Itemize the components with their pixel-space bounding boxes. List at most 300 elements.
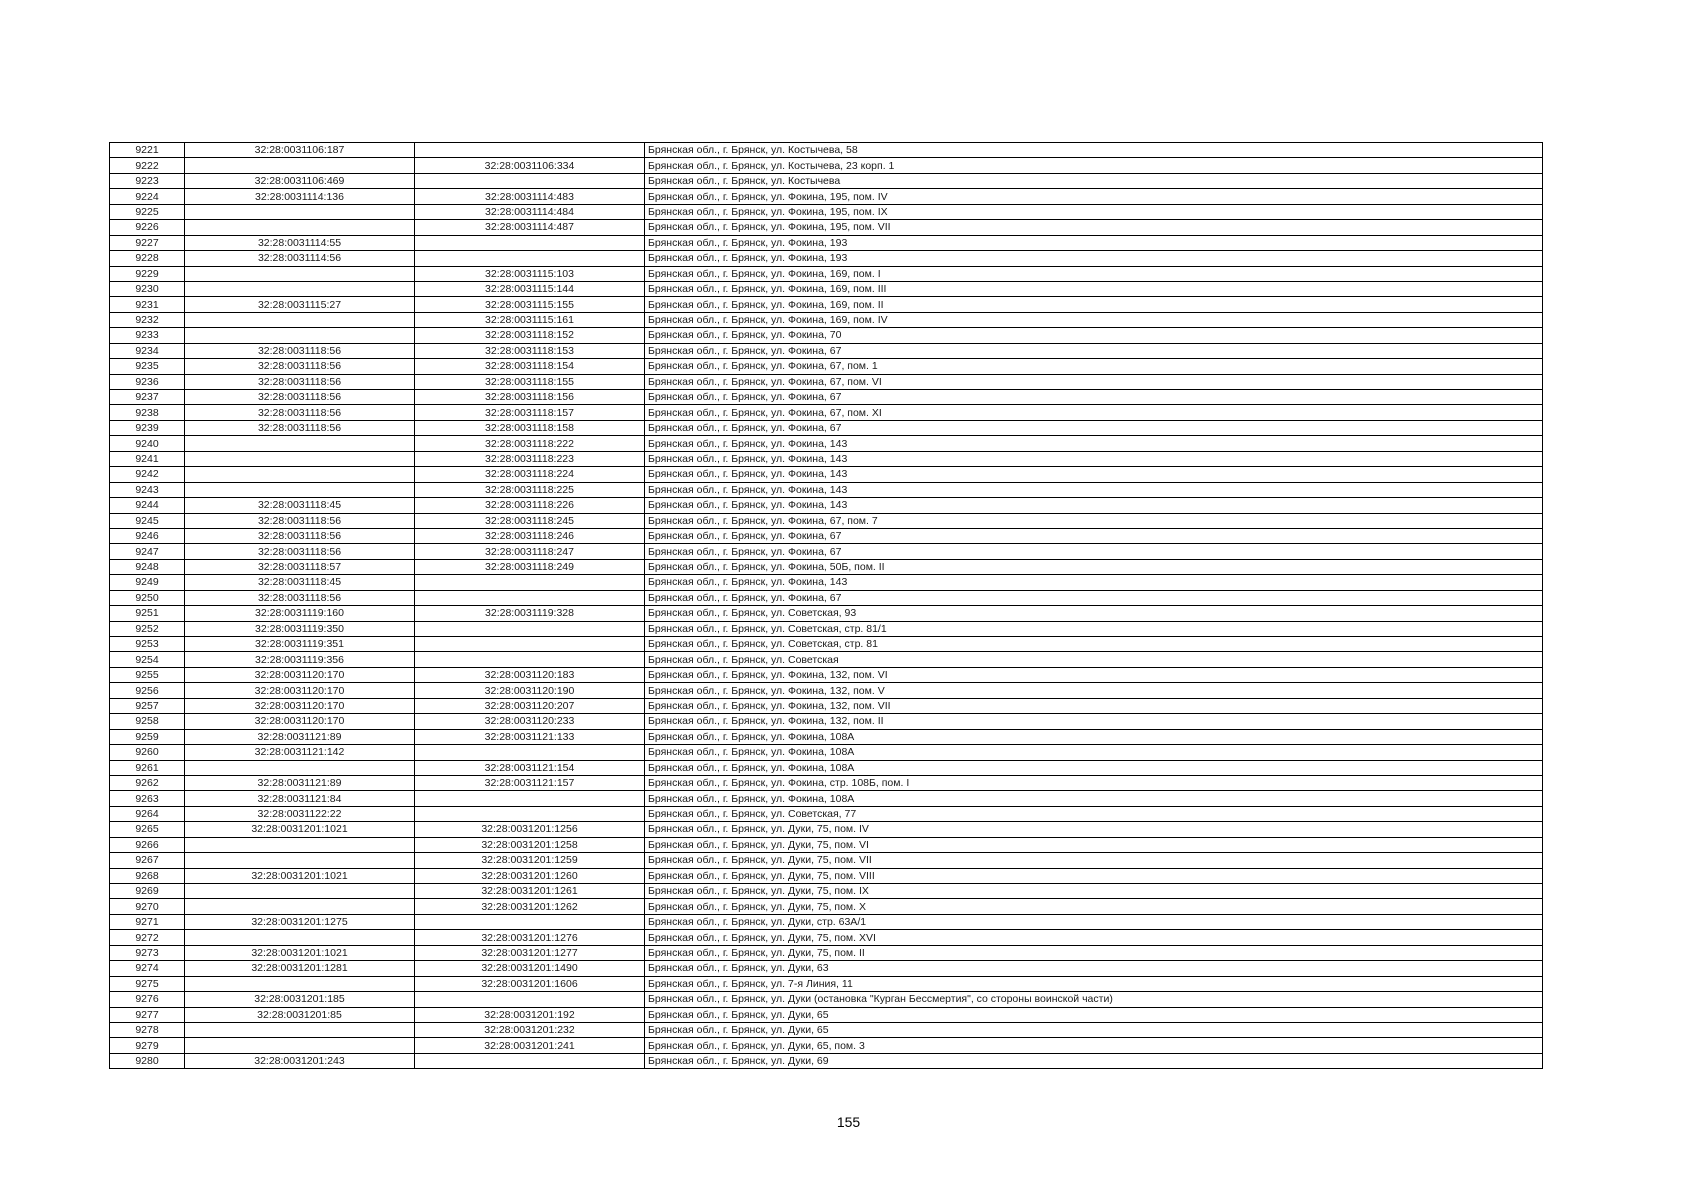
table-row bbox=[110, 143, 1543, 158]
row-number-cell: 9225 bbox=[110, 204, 185, 219]
land-cadastral-cell bbox=[185, 158, 415, 173]
row-number-cell: 9254 bbox=[110, 652, 185, 667]
table-row bbox=[110, 621, 1543, 636]
address-cell: Брянская обл., г. Брянск, ул. Костычева, 23 корп. 1 bbox=[645, 158, 1543, 173]
address-cell: Брянская обл., г. Брянск, ул. Дуки, 63 bbox=[645, 961, 1543, 976]
land-cadastral-cell bbox=[185, 328, 415, 343]
object-cadastral-cell: 32:28:0031201:1277 bbox=[415, 945, 645, 960]
land-cadastral-cell: 32:28:0031106:187 bbox=[185, 143, 415, 158]
table-row bbox=[110, 436, 1543, 451]
table-row bbox=[110, 158, 1543, 173]
address-cell: Брянская обл., г. Брянск, ул. Фокина, стр. 108Б, пом. I bbox=[645, 775, 1543, 790]
land-cadastral-cell: 32:28:0031201:1021 bbox=[185, 822, 415, 837]
table-row bbox=[110, 899, 1543, 914]
object-cadastral-cell bbox=[415, 914, 645, 929]
row-number-cell: 9243 bbox=[110, 482, 185, 497]
address-cell: Брянская обл., г. Брянск, ул. Фокина, 132, пом. VII bbox=[645, 698, 1543, 713]
address-cell: Брянская обл., г. Брянск, ул. Костычева bbox=[645, 173, 1543, 188]
land-cadastral-cell: 32:28:0031106:469 bbox=[185, 173, 415, 188]
address-cell: Брянская обл., г. Брянск, ул. Фокина, 50Б, пом. II bbox=[645, 559, 1543, 574]
land-cadastral-cell bbox=[185, 853, 415, 868]
row-number-cell: 9224 bbox=[110, 189, 185, 204]
land-cadastral-cell: 32:28:0031119:160 bbox=[185, 606, 415, 621]
land-cadastral-cell: 32:28:0031118:56 bbox=[185, 359, 415, 374]
table-row bbox=[110, 837, 1543, 852]
address-cell: Брянская обл., г. Брянск, ул. Фокина, 195, пом. VII bbox=[645, 220, 1543, 235]
land-cadastral-cell: 32:28:0031114:55 bbox=[185, 235, 415, 250]
table-row bbox=[110, 945, 1543, 960]
table-row bbox=[110, 235, 1543, 250]
address-cell: Брянская обл., г. Брянск, ул. Советская, стр. 81/1 bbox=[645, 621, 1543, 636]
address-cell: Брянская обл., г. Брянск, ул. Фокина, 67 bbox=[645, 420, 1543, 435]
address-cell: Брянская обл., г. Брянск, ул. Фокина, 67 bbox=[645, 343, 1543, 358]
row-number-cell: 9278 bbox=[110, 1022, 185, 1037]
table-row bbox=[110, 992, 1543, 1007]
object-cadastral-cell: 32:28:0031201:1262 bbox=[415, 899, 645, 914]
land-cadastral-cell bbox=[185, 976, 415, 991]
land-cadastral-cell bbox=[185, 899, 415, 914]
object-cadastral-cell: 32:28:0031106:334 bbox=[415, 158, 645, 173]
address-cell: Брянская обл., г. Брянск, ул. Фокина, 143 bbox=[645, 575, 1543, 590]
object-cadastral-cell: 32:28:0031118:158 bbox=[415, 420, 645, 435]
land-cadastral-cell: 32:28:0031114:136 bbox=[185, 189, 415, 204]
object-cadastral-cell: 32:28:0031119:328 bbox=[415, 606, 645, 621]
table-row bbox=[110, 420, 1543, 435]
row-number-cell: 9263 bbox=[110, 791, 185, 806]
land-cadastral-cell: 32:28:0031201:185 bbox=[185, 992, 415, 1007]
table-row bbox=[110, 359, 1543, 374]
object-cadastral-cell: 32:28:0031118:225 bbox=[415, 482, 645, 497]
object-cadastral-cell: 32:28:0031118:222 bbox=[415, 436, 645, 451]
address-cell: Брянская обл., г. Брянск, ул. Дуки, 75, пом. IV bbox=[645, 822, 1543, 837]
object-cadastral-cell: 32:28:0031201:1606 bbox=[415, 976, 645, 991]
row-number-cell: 9256 bbox=[110, 683, 185, 698]
address-cell: Брянская обл., г. Брянск, ул. Дуки, 75, пом. II bbox=[645, 945, 1543, 960]
row-number-cell: 9239 bbox=[110, 420, 185, 435]
land-cadastral-cell: 32:28:0031121:89 bbox=[185, 775, 415, 790]
table-row bbox=[110, 220, 1543, 235]
row-number-cell: 9250 bbox=[110, 590, 185, 605]
row-number-cell: 9257 bbox=[110, 698, 185, 713]
row-number-cell: 9275 bbox=[110, 976, 185, 991]
row-number-cell: 9266 bbox=[110, 837, 185, 852]
land-cadastral-cell bbox=[185, 837, 415, 852]
object-cadastral-cell: 32:28:0031115:103 bbox=[415, 266, 645, 281]
object-cadastral-cell: 32:28:0031118:249 bbox=[415, 559, 645, 574]
land-cadastral-cell: 32:28:0031120:170 bbox=[185, 683, 415, 698]
table-row bbox=[110, 714, 1543, 729]
registry-table bbox=[109, 142, 1543, 1069]
table-row bbox=[110, 266, 1543, 281]
row-number-cell: 9276 bbox=[110, 992, 185, 1007]
table-row bbox=[110, 528, 1543, 543]
object-cadastral-cell: 32:28:0031201:1276 bbox=[415, 930, 645, 945]
row-number-cell: 9268 bbox=[110, 868, 185, 883]
row-number-cell: 9272 bbox=[110, 930, 185, 945]
address-cell: Брянская обл., г. Брянск, ул. Фокина, 108А bbox=[645, 760, 1543, 775]
address-cell: Брянская обл., г. Брянск, ул. Фокина, 169, пом. III bbox=[645, 281, 1543, 296]
object-cadastral-cell: 32:28:0031118:226 bbox=[415, 498, 645, 513]
row-number-cell: 9264 bbox=[110, 806, 185, 821]
land-cadastral-cell: 32:28:0031114:56 bbox=[185, 251, 415, 266]
row-number-cell: 9238 bbox=[110, 405, 185, 420]
land-cadastral-cell bbox=[185, 930, 415, 945]
address-cell: Брянская обл., г. Брянск, ул. Фокина, 108А bbox=[645, 729, 1543, 744]
address-cell: Брянская обл., г. Брянск, ул. Фокина, 108А bbox=[645, 745, 1543, 760]
object-cadastral-cell: 32:28:0031201:1259 bbox=[415, 853, 645, 868]
land-cadastral-cell bbox=[185, 760, 415, 775]
object-cadastral-cell: 32:28:0031201:241 bbox=[415, 1038, 645, 1053]
table-row bbox=[110, 683, 1543, 698]
table-row bbox=[110, 281, 1543, 296]
object-cadastral-cell: 32:28:0031118:223 bbox=[415, 451, 645, 466]
object-cadastral-cell: 32:28:0031120:190 bbox=[415, 683, 645, 698]
table-row bbox=[110, 1022, 1543, 1037]
object-cadastral-cell: 32:28:0031121:157 bbox=[415, 775, 645, 790]
object-cadastral-cell: 32:28:0031121:154 bbox=[415, 760, 645, 775]
land-cadastral-cell: 32:28:0031118:56 bbox=[185, 420, 415, 435]
address-cell: Брянская обл., г. Брянск, ул. Дуки, 75, пом. VII bbox=[645, 853, 1543, 868]
table-row bbox=[110, 374, 1543, 389]
land-cadastral-cell: 32:28:0031201:1275 bbox=[185, 914, 415, 929]
page-number: 155 bbox=[836, 1114, 861, 1130]
object-cadastral-cell: 32:28:0031114:487 bbox=[415, 220, 645, 235]
object-cadastral-cell: 32:28:0031118:224 bbox=[415, 467, 645, 482]
address-cell: Брянская обл., г. Брянск, ул. Дуки, 75, пом. VI bbox=[645, 837, 1543, 852]
address-cell: Брянская обл., г. Брянск, ул. Советская bbox=[645, 652, 1543, 667]
address-cell: Брянская обл., г. Брянск, ул. Дуки, 75, пом. IX bbox=[645, 884, 1543, 899]
address-cell: Брянская обл., г. Брянск, ул. Дуки, стр. 63А/1 bbox=[645, 914, 1543, 929]
address-cell: Брянская обл., г. Брянск, ул. Дуки, 69 bbox=[645, 1053, 1543, 1068]
table-row bbox=[110, 729, 1543, 744]
object-cadastral-cell: 32:28:0031201:232 bbox=[415, 1022, 645, 1037]
object-cadastral-cell: 32:28:0031114:484 bbox=[415, 204, 645, 219]
row-number-cell: 9226 bbox=[110, 220, 185, 235]
object-cadastral-cell bbox=[415, 235, 645, 250]
address-cell: Брянская обл., г. Брянск, ул. Фокина, 132, пом. VI bbox=[645, 667, 1543, 682]
object-cadastral-cell: 32:28:0031114:483 bbox=[415, 189, 645, 204]
land-cadastral-cell: 32:28:0031118:56 bbox=[185, 405, 415, 420]
address-cell: Брянская обл., г. Брянск, ул. Фокина, 193 bbox=[645, 251, 1543, 266]
row-number-cell: 9269 bbox=[110, 884, 185, 899]
land-cadastral-cell: 32:28:0031201:1021 bbox=[185, 868, 415, 883]
address-cell: Брянская обл., г. Брянск, ул. Советская, 93 bbox=[645, 606, 1543, 621]
table-row bbox=[110, 606, 1543, 621]
row-number-cell: 9237 bbox=[110, 390, 185, 405]
row-number-cell: 9255 bbox=[110, 667, 185, 682]
address-cell: Брянская обл., г. Брянск, ул. Фокина, 143 bbox=[645, 482, 1543, 497]
address-cell: Брянская обл., г. Брянск, ул. Фокина, 169, пом. II bbox=[645, 297, 1543, 312]
land-cadastral-cell: 32:28:0031118:56 bbox=[185, 390, 415, 405]
table-row bbox=[110, 590, 1543, 605]
object-cadastral-cell: 32:28:0031201:1256 bbox=[415, 822, 645, 837]
table-row bbox=[110, 698, 1543, 713]
row-number-cell: 9230 bbox=[110, 281, 185, 296]
object-cadastral-cell bbox=[415, 1053, 645, 1068]
table-row bbox=[110, 482, 1543, 497]
row-number-cell: 9246 bbox=[110, 528, 185, 543]
land-cadastral-cell: 32:28:0031118:57 bbox=[185, 559, 415, 574]
table-row bbox=[110, 637, 1543, 652]
table-row bbox=[110, 760, 1543, 775]
land-cadastral-cell bbox=[185, 436, 415, 451]
row-number-cell: 9248 bbox=[110, 559, 185, 574]
table-row bbox=[110, 745, 1543, 760]
object-cadastral-cell: 32:28:0031201:1490 bbox=[415, 961, 645, 976]
row-number-cell: 9277 bbox=[110, 1007, 185, 1022]
table-row bbox=[110, 328, 1543, 343]
address-cell: Брянская обл., г. Брянск, ул. Фокина, 67, пом. 7 bbox=[645, 513, 1543, 528]
row-number-cell: 9247 bbox=[110, 544, 185, 559]
address-cell: Брянская обл., г. Брянск, ул. Фокина, 67, пом. 1 bbox=[645, 359, 1543, 374]
address-cell: Брянская обл., г. Брянск, ул. Фокина, 70 bbox=[645, 328, 1543, 343]
row-number-cell: 9279 bbox=[110, 1038, 185, 1053]
address-cell: Брянская обл., г. Брянск, ул. Фокина, 143 bbox=[645, 451, 1543, 466]
land-cadastral-cell: 32:28:0031118:56 bbox=[185, 513, 415, 528]
address-cell: Брянская обл., г. Брянск, ул. Советская, стр. 81 bbox=[645, 637, 1543, 652]
address-cell: Брянская обл., г. Брянск, ул. Фокина, 67, пом. VI bbox=[645, 374, 1543, 389]
object-cadastral-cell bbox=[415, 791, 645, 806]
table-row bbox=[110, 343, 1543, 358]
object-cadastral-cell bbox=[415, 806, 645, 821]
table-row bbox=[110, 976, 1543, 991]
row-number-cell: 9229 bbox=[110, 266, 185, 281]
address-cell: Брянская обл., г. Брянск, ул. Костычева, 58 bbox=[645, 143, 1543, 158]
address-cell: Брянская обл., г. Брянск, ул. Фокина, 143 bbox=[645, 436, 1543, 451]
address-cell: Брянская обл., г. Брянск, ул. Дуки, 75, пом. XVI bbox=[645, 930, 1543, 945]
address-cell: Брянская обл., г. Брянск, ул. Дуки, 75, пом. VIII bbox=[645, 868, 1543, 883]
address-cell: Брянская обл., г. Брянск, ул. Фокина, 67 bbox=[645, 544, 1543, 559]
object-cadastral-cell: 32:28:0031201:1261 bbox=[415, 884, 645, 899]
table-row bbox=[110, 189, 1543, 204]
land-cadastral-cell: 32:28:0031118:45 bbox=[185, 575, 415, 590]
land-cadastral-cell: 32:28:0031118:56 bbox=[185, 343, 415, 358]
table-row bbox=[110, 667, 1543, 682]
land-cadastral-cell: 32:28:0031120:170 bbox=[185, 714, 415, 729]
address-cell: Брянская обл., г. Брянск, ул. Фокина, 67 bbox=[645, 590, 1543, 605]
row-number-cell: 9233 bbox=[110, 328, 185, 343]
table-row bbox=[110, 1007, 1543, 1022]
table-row bbox=[110, 575, 1543, 590]
object-cadastral-cell: 32:28:0031118:156 bbox=[415, 390, 645, 405]
address-cell: Брянская обл., г. Брянск, ул. Фокина, 108А bbox=[645, 791, 1543, 806]
table-row bbox=[110, 390, 1543, 405]
land-cadastral-cell bbox=[185, 266, 415, 281]
land-cadastral-cell bbox=[185, 451, 415, 466]
row-number-cell: 9261 bbox=[110, 760, 185, 775]
table-row bbox=[110, 868, 1543, 883]
table-row bbox=[110, 652, 1543, 667]
row-number-cell: 9267 bbox=[110, 853, 185, 868]
land-cadastral-cell: 32:28:0031201:1281 bbox=[185, 961, 415, 976]
table-row bbox=[110, 173, 1543, 188]
row-number-cell: 9251 bbox=[110, 606, 185, 621]
address-cell: Брянская обл., г. Брянск, ул. Фокина, 67 bbox=[645, 390, 1543, 405]
row-number-cell: 9235 bbox=[110, 359, 185, 374]
table-row bbox=[110, 961, 1543, 976]
address-cell: Брянская обл., г. Брянск, ул. Фокина, 143 bbox=[645, 498, 1543, 513]
object-cadastral-cell: 32:28:0031118:247 bbox=[415, 544, 645, 559]
object-cadastral-cell: 32:28:0031121:133 bbox=[415, 729, 645, 744]
object-cadastral-cell: 32:28:0031115:155 bbox=[415, 297, 645, 312]
object-cadastral-cell: 32:28:0031118:153 bbox=[415, 343, 645, 358]
row-number-cell: 9242 bbox=[110, 467, 185, 482]
object-cadastral-cell bbox=[415, 992, 645, 1007]
land-cadastral-cell bbox=[185, 1022, 415, 1037]
object-cadastral-cell: 32:28:0031118:157 bbox=[415, 405, 645, 420]
table-row bbox=[110, 312, 1543, 327]
address-cell: Брянская обл., г. Брянск, ул. Фокина, 195, пом. IX bbox=[645, 204, 1543, 219]
row-number-cell: 9271 bbox=[110, 914, 185, 929]
table-row bbox=[110, 498, 1543, 513]
address-cell: Брянская обл., г. Брянск, ул. Фокина, 143 bbox=[645, 467, 1543, 482]
table-row bbox=[110, 559, 1543, 574]
row-number-cell: 9249 bbox=[110, 575, 185, 590]
address-cell: Брянская обл., г. Брянск, ул. Фокина, 169, пом. IV bbox=[645, 312, 1543, 327]
table-row bbox=[110, 884, 1543, 899]
land-cadastral-cell: 32:28:0031120:170 bbox=[185, 667, 415, 682]
object-cadastral-cell bbox=[415, 173, 645, 188]
table-row bbox=[110, 297, 1543, 312]
row-number-cell: 9245 bbox=[110, 513, 185, 528]
row-number-cell: 9265 bbox=[110, 822, 185, 837]
row-number-cell: 9262 bbox=[110, 775, 185, 790]
table-row bbox=[110, 251, 1543, 266]
land-cadastral-cell bbox=[185, 884, 415, 899]
row-number-cell: 9280 bbox=[110, 1053, 185, 1068]
object-cadastral-cell: 32:28:0031118:245 bbox=[415, 513, 645, 528]
address-cell: Брянская обл., г. Брянск, ул. Фокина, 67 bbox=[645, 528, 1543, 543]
object-cadastral-cell bbox=[415, 621, 645, 636]
row-number-cell: 9260 bbox=[110, 745, 185, 760]
table-row bbox=[110, 775, 1543, 790]
land-cadastral-cell: 32:28:0031121:142 bbox=[185, 745, 415, 760]
table-row bbox=[110, 791, 1543, 806]
row-number-cell: 9236 bbox=[110, 374, 185, 389]
object-cadastral-cell: 32:28:0031118:154 bbox=[415, 359, 645, 374]
table-row bbox=[110, 544, 1543, 559]
land-cadastral-cell: 32:28:0031201:243 bbox=[185, 1053, 415, 1068]
registry-table-body bbox=[110, 143, 1543, 1069]
row-number-cell: 9231 bbox=[110, 297, 185, 312]
land-cadastral-cell: 32:28:0031121:84 bbox=[185, 791, 415, 806]
object-cadastral-cell bbox=[415, 143, 645, 158]
row-number-cell: 9234 bbox=[110, 343, 185, 358]
land-cadastral-cell: 32:28:0031121:89 bbox=[185, 729, 415, 744]
address-cell: Брянская обл., г. Брянск, ул. Дуки (остановка "Курган Бессмертия", со стороны воинской части) bbox=[645, 992, 1543, 1007]
address-cell: Брянская обл., г. Брянск, ул. Фокина, 67, пом. XI bbox=[645, 405, 1543, 420]
address-cell: Брянская обл., г. Брянск, ул. Дуки, 75, пом. X bbox=[645, 899, 1543, 914]
address-cell: Брянская обл., г. Брянск, ул. Дуки, 65, пом. 3 bbox=[645, 1038, 1543, 1053]
land-cadastral-cell bbox=[185, 1038, 415, 1053]
row-number-cell: 9273 bbox=[110, 945, 185, 960]
land-cadastral-cell: 32:28:0031201:1021 bbox=[185, 945, 415, 960]
table-row bbox=[110, 853, 1543, 868]
object-cadastral-cell bbox=[415, 251, 645, 266]
address-cell: Брянская обл., г. Брянск, ул. Дуки, 65 bbox=[645, 1022, 1543, 1037]
row-number-cell: 9222 bbox=[110, 158, 185, 173]
object-cadastral-cell bbox=[415, 745, 645, 760]
address-cell: Брянская обл., г. Брянск, ул. 7-я Линия, 11 bbox=[645, 976, 1543, 991]
address-cell: Брянская обл., г. Брянск, ул. Фокина, 195, пом. IV bbox=[645, 189, 1543, 204]
land-cadastral-cell bbox=[185, 220, 415, 235]
address-cell: Брянская обл., г. Брянск, ул. Фокина, 132, пом. II bbox=[645, 714, 1543, 729]
object-cadastral-cell: 32:28:0031120:183 bbox=[415, 667, 645, 682]
table-row bbox=[110, 806, 1543, 821]
object-cadastral-cell: 32:28:0031115:144 bbox=[415, 281, 645, 296]
table-row bbox=[110, 1053, 1543, 1068]
object-cadastral-cell: 32:28:0031201:192 bbox=[415, 1007, 645, 1022]
table-row bbox=[110, 405, 1543, 420]
object-cadastral-cell bbox=[415, 575, 645, 590]
object-cadastral-cell: 32:28:0031115:161 bbox=[415, 312, 645, 327]
object-cadastral-cell: 32:28:0031201:1258 bbox=[415, 837, 645, 852]
table-row bbox=[110, 467, 1543, 482]
land-cadastral-cell: 32:28:0031122:22 bbox=[185, 806, 415, 821]
land-cadastral-cell bbox=[185, 467, 415, 482]
table-row bbox=[110, 822, 1543, 837]
object-cadastral-cell: 32:28:0031120:207 bbox=[415, 698, 645, 713]
land-cadastral-cell: 32:28:0031119:351 bbox=[185, 637, 415, 652]
row-number-cell: 9240 bbox=[110, 436, 185, 451]
table-row bbox=[110, 204, 1543, 219]
row-number-cell: 9252 bbox=[110, 621, 185, 636]
row-number-cell: 9274 bbox=[110, 961, 185, 976]
table-row bbox=[110, 513, 1543, 528]
row-number-cell: 9223 bbox=[110, 173, 185, 188]
land-cadastral-cell: 32:28:0031119:350 bbox=[185, 621, 415, 636]
land-cadastral-cell: 32:28:0031118:56 bbox=[185, 374, 415, 389]
row-number-cell: 9228 bbox=[110, 251, 185, 266]
land-cadastral-cell: 32:28:0031120:170 bbox=[185, 698, 415, 713]
object-cadastral-cell: 32:28:0031120:233 bbox=[415, 714, 645, 729]
land-cadastral-cell: 32:28:0031119:356 bbox=[185, 652, 415, 667]
land-cadastral-cell: 32:28:0031201:85 bbox=[185, 1007, 415, 1022]
object-cadastral-cell: 32:28:0031118:152 bbox=[415, 328, 645, 343]
row-number-cell: 9253 bbox=[110, 637, 185, 652]
land-cadastral-cell: 32:28:0031118:56 bbox=[185, 544, 415, 559]
object-cadastral-cell: 32:28:0031201:1260 bbox=[415, 868, 645, 883]
row-number-cell: 9258 bbox=[110, 714, 185, 729]
land-cadastral-cell: 32:28:0031118:56 bbox=[185, 590, 415, 605]
table-row bbox=[110, 914, 1543, 929]
table-row bbox=[110, 1038, 1543, 1053]
row-number-cell: 9244 bbox=[110, 498, 185, 513]
object-cadastral-cell bbox=[415, 637, 645, 652]
address-cell: Брянская обл., г. Брянск, ул. Фокина, 193 bbox=[645, 235, 1543, 250]
object-cadastral-cell: 32:28:0031118:246 bbox=[415, 528, 645, 543]
land-cadastral-cell bbox=[185, 312, 415, 327]
land-cadastral-cell: 32:28:0031118:56 bbox=[185, 528, 415, 543]
object-cadastral-cell bbox=[415, 652, 645, 667]
row-number-cell: 9241 bbox=[110, 451, 185, 466]
land-cadastral-cell bbox=[185, 281, 415, 296]
address-cell: Брянская обл., г. Брянск, ул. Советская, 77 bbox=[645, 806, 1543, 821]
table-row bbox=[110, 930, 1543, 945]
address-cell: Брянская обл., г. Брянск, ул. Дуки, 65 bbox=[645, 1007, 1543, 1022]
land-cadastral-cell bbox=[185, 482, 415, 497]
row-number-cell: 9221 bbox=[110, 143, 185, 158]
row-number-cell: 9270 bbox=[110, 899, 185, 914]
address-cell: Брянская обл., г. Брянск, ул. Фокина, 169, пом. I bbox=[645, 266, 1543, 281]
table-row bbox=[110, 451, 1543, 466]
address-cell: Брянская обл., г. Брянск, ул. Фокина, 132, пом. V bbox=[645, 683, 1543, 698]
land-cadastral-cell bbox=[185, 204, 415, 219]
row-number-cell: 9259 bbox=[110, 729, 185, 744]
row-number-cell: 9227 bbox=[110, 235, 185, 250]
row-number-cell: 9232 bbox=[110, 312, 185, 327]
object-cadastral-cell bbox=[415, 590, 645, 605]
